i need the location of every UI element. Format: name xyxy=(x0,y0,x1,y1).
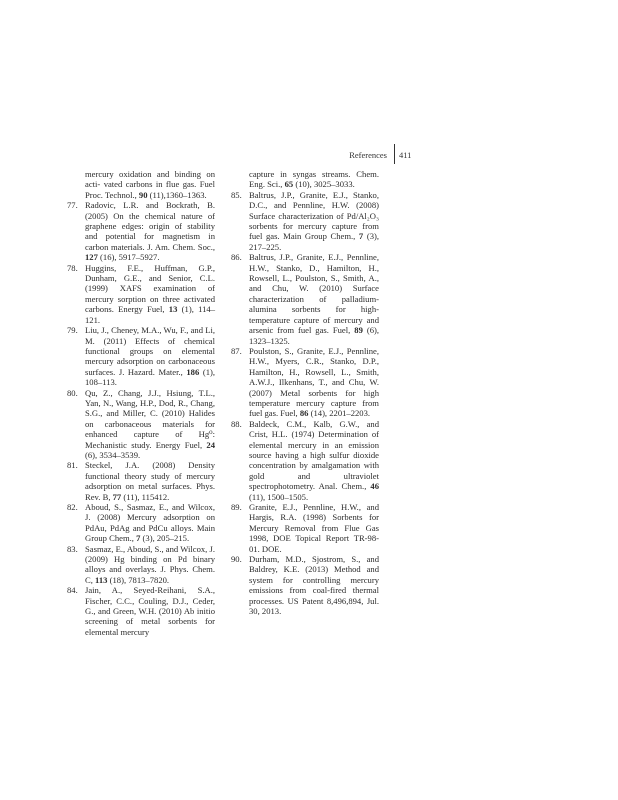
reference-number: 79. xyxy=(67,325,78,336)
reference-number: 83. xyxy=(67,543,78,554)
continuation-line: vated carbons in flue gas. Fuel Proc. xyxy=(85,179,215,200)
volume-number: 7 xyxy=(136,533,141,544)
reference-text: Radovic, L.R. and Bockrath, B. (2005) On the chemical nature of graphene edges: origin of stability and potential for magnetism in carbon materials. J. Am. Chem. Soc., xyxy=(85,200,215,252)
reference-continuation xyxy=(231,169,379,190)
reference-text: Aboud, S., Sasmaz, E., and Wilcox, J. (2008) Mercury adsorption on PdAu, PdAg and PdCu alloys. Main Group Chem., xyxy=(85,502,215,544)
reference-text: Qu, Z., Chang, J.J., Hsiung, T.L., Yan, N., Wang, H.P., Dod, R., Chang, S.G., and Miller, C. (2010) Halides on carbonaceous materials for enhanced capture of Hg⁰: Mechanistic study. Energy Fuel, xyxy=(85,387,215,450)
continuation-tail: (10), 3025–3033. xyxy=(295,179,355,190)
reference-text: Poulston, S., Granite, E.J., Pennline, H.W., Myers, C.R., Stanko, D.P., Hamilton, H., Rowsell, L., Smith, A.W.J., Ilkenhans, T., and Chu, W. (2007) Metal sorbents for high temperature mercury capture from fuel gas. Fuel, xyxy=(249,345,379,419)
header-divider xyxy=(394,144,395,164)
reference-number: 80. xyxy=(67,387,78,398)
reference-entry xyxy=(231,346,379,419)
reference-pages: (11), 115412. xyxy=(123,491,170,502)
reference-pages: (1), 108–113. xyxy=(85,366,216,388)
reference-number: 78. xyxy=(67,262,78,273)
continuation-tail: (11),1360–1363. xyxy=(149,189,207,200)
reference-list xyxy=(231,190,379,617)
reference-entry xyxy=(231,190,379,252)
volume-number: 113 xyxy=(95,574,108,585)
volume-number: 77 xyxy=(112,491,122,502)
reference-pages: (6), 3534–3539. xyxy=(85,449,141,460)
reference-pages: (6), 1323–1325. xyxy=(249,325,379,346)
reference-text: Huggins, F.E., Huffman, G.P., Dunham, G.E., and Senior, C.L. (1999) XAFS examination of mercury sorption on three activated carbons. Energy Fuel, xyxy=(85,262,215,315)
reference-text: Liu, J., Cheney, M.A., Wu, F., and Li, M. (2011) Effects of chemical functional groups on elemental mercury adsorption on carbonaceous surfaces. J. Hazard. Mater., xyxy=(85,325,215,377)
reference-number: 84. xyxy=(67,585,78,596)
reference-text: Sasmaz, E., Aboud, S., and Wilcox, J. (2009) Hg binding on Pd binary alloys and overlays. J. Phys. Chem. C, xyxy=(85,543,215,585)
reference-number: 81. xyxy=(67,460,78,471)
reference-number: 88. xyxy=(231,418,242,429)
reference-text: Steckel, J.A. (2008) Density functional theory study of mercury adsorption on metal surfaces. Phys. Rev. B, xyxy=(85,460,215,502)
reference-text: Baltrus, J.P., Granite, E.J., Pennline, H.W., Stanko, D., Hamilton, H., Rowsell, L., Poulston, S., Smith, A., and Chu, W. (2010) Surface characterization of palladium-alumina sorbents for high-temperature capture of mercury and arsenic from fuel gas. Fuel, xyxy=(249,252,379,336)
reference-continuation: mercury oxidation and binding on acti- vated carbons in flue gas. Fuel Proc. Technol., 90 (11),1360–1363. xyxy=(85,169,215,200)
reference-entry xyxy=(67,460,215,502)
volume-number: 46 xyxy=(370,481,379,492)
volume-number: 127 xyxy=(85,252,98,263)
reference-entry xyxy=(67,502,215,544)
reference-text: Jain, A., Seyed-Reihani, S.A., Fischer, C.C., Couling, D.J., Ceder, G., and Green, W.H. (2010) Ab initio screening of metal sorbents for elemental mercury xyxy=(85,585,215,637)
volume-number: 89 xyxy=(354,325,363,336)
reference-entry xyxy=(231,502,379,554)
running-head: References xyxy=(349,150,387,160)
reference-number: 89. xyxy=(231,502,242,512)
left-column xyxy=(67,169,215,637)
reference-entry xyxy=(67,263,215,325)
reference-text: Durham, M.D., Sjostrom, S., and Baldrey, K.E. (2013) Method and system for controlling mercury emissions from coal-fired thermal processes. US Patent 8,496,894, Jul. 30, 2013. xyxy=(249,554,379,617)
volume-number: 24 xyxy=(206,439,215,450)
reference-pages: (16), 5917–5927. xyxy=(100,252,160,263)
right-column xyxy=(231,169,379,616)
reference-entry xyxy=(67,200,215,262)
volume-number: 186 xyxy=(186,366,200,377)
continuation-line: mercury oxidation and binding on acti- xyxy=(85,169,215,190)
reference-number: 86. xyxy=(231,252,242,263)
reference-entry xyxy=(67,544,215,586)
reference-pages: (1), 114–121. xyxy=(85,304,215,325)
reference-text: Baltrus, J.P., Granite, E.J., Stanko, D.C., and Pennline, H.W. (2008) Surface characterization of Pd/Al₂O₃ sorbents for mercury capture from fuel gas. Main Group Chem., xyxy=(249,189,379,242)
reference-text: Baldeck, C.M., Kalb, G.W., and Crist, H.L. (1974) Determination of elemental mercury in an emission source having a high sulfur dioxide concentration by amalgamation with gold and ultraviolet spectrophotometry. Anal. Chem., xyxy=(249,418,379,492)
reference-text: Granite, E.J., Pennline, H.W., and Hargis, R.A. (1998) Sorbents for Mercury Removal from Flue Gas 1998, DOE Topical Report TR-98-01. DOE. xyxy=(249,502,379,554)
reference-number: 82. xyxy=(67,502,78,512)
reference-entry xyxy=(231,252,379,346)
reference-pages: (3), 217–225. xyxy=(249,231,379,252)
reference-number: 90. xyxy=(231,554,242,565)
reference-number: 85. xyxy=(231,189,242,200)
continuation-text: capture in syngas streams. Chem. Eng. Sci., xyxy=(249,169,379,190)
volume-number: 86 xyxy=(299,408,309,419)
reference-entry xyxy=(231,419,379,502)
reference-entry xyxy=(231,554,379,616)
reference-pages: (11), 1500–1505. xyxy=(249,491,309,502)
reference-pages: (18), 7813–7820. xyxy=(109,574,170,585)
page-number: 411 xyxy=(399,150,412,160)
volume-number: 65 xyxy=(284,179,294,190)
reference-entry xyxy=(67,388,215,461)
continuation-line: Technol. xyxy=(104,189,135,200)
volume-number: 90 xyxy=(138,189,148,200)
reference-entry xyxy=(67,325,215,387)
reference-pages: (3), 205–215. xyxy=(142,533,190,544)
reference-number: 87. xyxy=(231,345,242,356)
reference-pages: (14), 2201–2203. xyxy=(310,408,371,419)
volume-number: 13 xyxy=(168,304,178,315)
reference-number: 77. xyxy=(67,200,78,211)
volume-number: 7 xyxy=(358,231,364,242)
reference-list xyxy=(67,200,215,637)
reference-entry xyxy=(67,585,215,637)
